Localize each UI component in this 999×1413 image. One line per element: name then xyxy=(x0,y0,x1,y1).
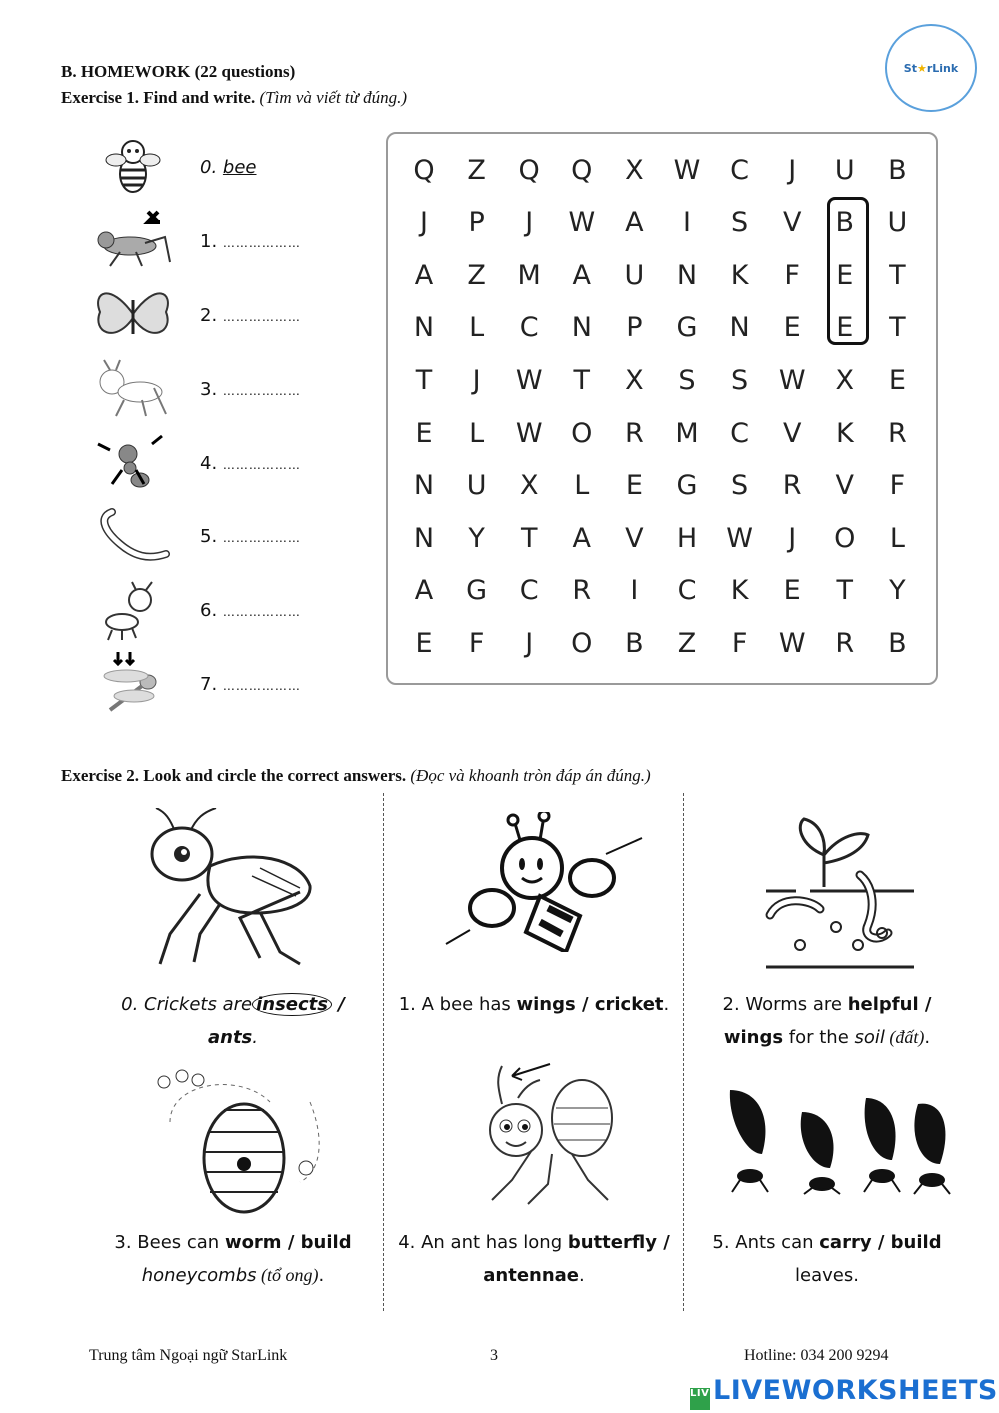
cricket-picture xyxy=(140,808,340,973)
worms-in-soil-picture xyxy=(760,815,920,973)
ex1-item-0 xyxy=(200,157,257,178)
q3-text: 3. Bees can xyxy=(114,1232,225,1253)
ex1-item-7-num: 7. xyxy=(200,674,218,695)
footer-hotline: Hotline: 034 200 9294 xyxy=(744,1347,889,1364)
grid-cell[interactable]: C xyxy=(519,575,539,607)
grid-cell[interactable]: R xyxy=(572,575,592,607)
grid-cell[interactable]: Y xyxy=(468,522,485,554)
q3-end: . xyxy=(318,1265,325,1286)
q0-separator: / xyxy=(331,994,345,1015)
grid-cell[interactable]: S xyxy=(731,207,749,239)
grid-cell[interactable]: E xyxy=(888,364,906,396)
question-2 xyxy=(686,988,968,1054)
beehive-picture xyxy=(150,1062,330,1217)
grid-cell[interactable]: N xyxy=(413,522,435,554)
grid-cell[interactable]: R xyxy=(888,417,907,449)
ex1-item-4-answer[interactable]: ……………… xyxy=(222,458,301,472)
grid-cell[interactable]: N xyxy=(571,312,592,344)
grid-cell[interactable]: K xyxy=(730,259,749,291)
grid-cell[interactable]: Z xyxy=(677,627,697,659)
column-divider xyxy=(683,793,684,1311)
grid-cell[interactable]: W xyxy=(568,207,596,239)
grid-cell[interactable]: N xyxy=(676,259,698,291)
ex1-item-0-num: 0. xyxy=(200,157,218,178)
exercise1-title xyxy=(61,88,407,108)
grasshopper-icon xyxy=(90,208,176,272)
grid-cell[interactable]: F xyxy=(468,627,485,659)
column-divider xyxy=(383,793,384,1311)
q4-option-antennae[interactable]: antennae xyxy=(483,1265,580,1286)
grid-cell[interactable]: S xyxy=(731,364,749,396)
grid-cell[interactable]: Q xyxy=(571,154,593,186)
grid-cell[interactable]: C xyxy=(730,417,750,449)
q2-end: . xyxy=(924,1027,931,1048)
grid-cell[interactable]: L xyxy=(574,470,590,502)
grid-cell[interactable]: S xyxy=(678,364,696,396)
ex1-item-3-num: 3. xyxy=(200,379,218,400)
grid-cell[interactable]: W xyxy=(673,154,701,186)
grid-cell[interactable]: R xyxy=(625,417,644,449)
q2-vietnamese: (đất) xyxy=(884,1027,925,1047)
ex1-item-6 xyxy=(200,600,301,621)
grid-cell[interactable]: X xyxy=(835,364,855,396)
ex1-item-5-num: 5. xyxy=(200,526,218,547)
grid-cell[interactable]: V xyxy=(835,470,855,502)
q0-text: 0. Crickets are xyxy=(121,994,253,1015)
grid-cell[interactable]: Y xyxy=(889,575,906,607)
liveworksheets-badge-icon: LIVE xyxy=(690,1388,710,1410)
grid-cell[interactable]: T xyxy=(573,364,591,396)
q2-text-b: for the xyxy=(783,1027,855,1048)
grid-cell[interactable]: E xyxy=(836,312,854,344)
question-4 xyxy=(386,1226,682,1292)
question-0 xyxy=(88,988,378,1054)
grid-cell[interactable]: T xyxy=(415,364,433,396)
footer-center-name: Trung tâm Ngoại ngữ StarLink xyxy=(89,1347,288,1364)
grid-cell[interactable]: G xyxy=(676,312,698,344)
grid-cell[interactable]: C xyxy=(730,154,750,186)
grid-cell[interactable]: O xyxy=(834,522,856,554)
ex1-item-4 xyxy=(200,453,301,474)
q3-vietnamese: (tổ ong) xyxy=(256,1265,319,1285)
dragonfly-icon xyxy=(90,652,176,716)
grid-cell[interactable]: I xyxy=(630,575,639,607)
grid-cell[interactable]: N xyxy=(413,470,435,502)
grid-cell[interactable]: A xyxy=(625,207,644,239)
ex1-item-1-num: 1. xyxy=(200,231,218,252)
grid-cell[interactable]: W xyxy=(778,627,806,659)
grid-cell[interactable]: E xyxy=(625,470,643,502)
grid-cell[interactable]: T xyxy=(836,575,854,607)
grid-cell[interactable]: J xyxy=(472,364,481,396)
grid-cell[interactable]: H xyxy=(676,522,698,554)
grid-cell[interactable]: T xyxy=(520,522,538,554)
q5-options[interactable]: carry / build xyxy=(819,1232,942,1253)
grid-cell[interactable]: X xyxy=(625,154,644,186)
q0-option-insects[interactable]: insects xyxy=(252,993,332,1016)
grid-cell[interactable]: P xyxy=(468,207,485,239)
liveworksheets-brand: LIVEWORKSHEETS xyxy=(713,1375,998,1406)
ex1-item-1 xyxy=(200,231,301,252)
grid-cell[interactable]: A xyxy=(414,575,434,607)
grid-cell[interactable]: M xyxy=(675,417,699,449)
grid-cell[interactable]: R xyxy=(835,627,855,659)
q4-option-butterfly[interactable]: butterfly / xyxy=(567,1232,670,1253)
q3-honeycombs: honeycombs xyxy=(141,1265,257,1286)
ex1-item-1-answer[interactable]: ……………… xyxy=(222,236,301,250)
grid-cell[interactable]: N xyxy=(729,312,750,344)
grid-cell[interactable]: E xyxy=(783,312,801,344)
grid-cell[interactable]: L xyxy=(469,417,485,449)
ex1-item-4-num: 4. xyxy=(200,453,218,474)
grid-cell[interactable]: J xyxy=(525,627,534,659)
q0-end: . xyxy=(252,1027,258,1048)
grid-cell[interactable]: S xyxy=(731,470,749,502)
grid-cell[interactable]: C xyxy=(519,312,539,344)
grid-cell[interactable]: P xyxy=(626,312,643,344)
q3-options[interactable]: worm / build xyxy=(224,1232,352,1253)
grid-cell[interactable]: C xyxy=(677,575,697,607)
logo-star-icon: ★ xyxy=(916,61,927,75)
grid-cell[interactable]: W xyxy=(726,522,753,554)
q2-option-wings[interactable]: wings xyxy=(723,1027,784,1048)
grid-cell[interactable]: W xyxy=(515,417,543,449)
grid-cell[interactable]: F xyxy=(784,259,800,291)
exercise2-hint: (Đọc và khoanh tròn đáp án đúng.) xyxy=(410,766,651,785)
grid-cell[interactable]: V xyxy=(625,522,644,554)
grid-cell[interactable]: O xyxy=(571,417,593,449)
grid-cell[interactable]: E xyxy=(415,627,433,659)
grid-cell[interactable]: X xyxy=(519,470,539,502)
cricket-icon xyxy=(90,356,176,420)
grid-cell[interactable]: W xyxy=(778,364,806,396)
grid-cell[interactable]: K xyxy=(730,575,749,607)
q5-leaves: leaves. xyxy=(795,1265,859,1286)
ex1-item-6-num: 6. xyxy=(200,600,218,621)
exercise1-hint: (Tìm và viết từ đúng.) xyxy=(259,88,408,107)
grid-cell[interactable]: M xyxy=(517,259,541,291)
ex1-item-2-answer[interactable]: ……………… xyxy=(222,310,301,324)
question-3 xyxy=(88,1226,378,1292)
logo-text-a: St xyxy=(903,61,917,75)
grid-cell[interactable]: B xyxy=(888,627,907,659)
ants-carrying-leaves-picture xyxy=(720,1080,960,1195)
liveworksheets-logo xyxy=(690,1375,998,1410)
grid-cell[interactable]: V xyxy=(782,207,802,239)
grid-cell[interactable]: Q xyxy=(413,154,435,186)
grid-cell[interactable]: F xyxy=(731,627,748,659)
ex1-item-5 xyxy=(200,526,301,547)
grid-cell[interactable]: B xyxy=(888,154,907,186)
grid-cell[interactable]: X xyxy=(625,364,644,396)
q4-end: . xyxy=(579,1265,585,1286)
grid-cell[interactable]: U xyxy=(834,154,855,186)
grid-cell[interactable]: O xyxy=(571,627,593,659)
grid-cell[interactable]: V xyxy=(782,417,802,449)
grid-cell[interactable]: U xyxy=(466,470,487,502)
q2-soil: soil xyxy=(854,1027,885,1048)
grid-cell[interactable]: N xyxy=(413,312,435,344)
grid-cell[interactable]: F xyxy=(889,470,906,502)
ex1-item-7-answer[interactable]: ……………… xyxy=(222,679,301,693)
grid-cell[interactable]: A xyxy=(572,259,592,291)
q5-text: 5. Ants can xyxy=(712,1232,820,1253)
grid-cell[interactable]: L xyxy=(469,312,485,344)
grid-cell[interactable]: E xyxy=(836,259,854,291)
q2-option-helpful[interactable]: helpful / xyxy=(847,994,932,1015)
grid-cell[interactable]: T xyxy=(889,259,906,291)
ex1-item-6-answer[interactable]: ……………… xyxy=(222,605,301,619)
grid-cell[interactable]: G xyxy=(466,575,488,607)
page-number: 3 xyxy=(490,1347,498,1364)
exercise1-title-text: Exercise 1. Find and write. xyxy=(61,88,256,107)
q1-text: 1. A bee has xyxy=(398,994,517,1015)
grid-cell[interactable]: A xyxy=(414,259,434,291)
ant-icon xyxy=(90,578,176,642)
grid-cell[interactable]: W xyxy=(515,364,543,396)
grid-cell[interactable]: G xyxy=(676,470,698,502)
q1-end: . xyxy=(663,994,670,1015)
grid-cell[interactable]: Z xyxy=(467,259,486,291)
grid-cell[interactable]: K xyxy=(835,417,854,449)
grid-cell[interactable]: E xyxy=(783,575,801,607)
ant-antennae-picture xyxy=(462,1058,632,1208)
grid-cell[interactable]: J xyxy=(788,154,797,186)
logo-text-b: rLink xyxy=(926,61,959,75)
grid-cell[interactable]: A xyxy=(572,522,592,554)
grid-cell[interactable]: B xyxy=(625,627,644,659)
ex1-item-0-answer: bee xyxy=(222,157,257,178)
q1-options[interactable]: wings / cricket xyxy=(516,994,664,1015)
grid-cell[interactable]: J xyxy=(788,522,797,554)
q2-text: 2. Worms are xyxy=(722,994,848,1015)
ex1-item-3-answer[interactable]: ……………… xyxy=(222,384,301,398)
ex1-item-3 xyxy=(200,379,301,400)
grid-cell[interactable]: Q xyxy=(518,154,540,186)
grid-cell[interactable]: L xyxy=(889,522,905,554)
grid-cell[interactable]: T xyxy=(889,312,906,344)
starlink-logo xyxy=(885,24,977,112)
ex1-item-7 xyxy=(200,674,301,695)
bee-picture xyxy=(440,812,650,952)
grid-cell[interactable]: Z xyxy=(467,154,486,186)
q0-option-ants[interactable]: ants xyxy=(207,1027,253,1048)
grid-cell[interactable]: B xyxy=(835,207,855,239)
example-answer-box xyxy=(827,197,869,345)
grid-cell[interactable]: J xyxy=(420,207,428,239)
q4-text: 4. An ant has long xyxy=(398,1232,568,1253)
grid-cell[interactable]: J xyxy=(525,207,534,239)
grid-cell[interactable]: I xyxy=(683,207,691,239)
worm-icon xyxy=(90,504,176,568)
butterfly-icon xyxy=(90,282,176,346)
question-1 xyxy=(386,988,682,1021)
grid-cell[interactable]: U xyxy=(887,207,908,239)
question-5 xyxy=(686,1226,968,1292)
ex1-item-2-num: 2. xyxy=(200,305,218,326)
grid-cell[interactable]: U xyxy=(624,259,645,291)
grid-cell[interactable]: R xyxy=(782,470,802,502)
bee-icon xyxy=(90,134,176,198)
ex1-item-5-answer[interactable]: ……………… xyxy=(222,531,301,545)
exercise2-title-text: Exercise 2. Look and circle the correct answers. xyxy=(61,766,407,785)
ant-legs-icon xyxy=(90,430,176,494)
section-title: B. HOMEWORK (22 questions) xyxy=(61,62,296,81)
ex1-item-2 xyxy=(200,305,301,326)
grid-cell[interactable]: E xyxy=(415,417,433,449)
exercise2-title xyxy=(61,766,651,786)
